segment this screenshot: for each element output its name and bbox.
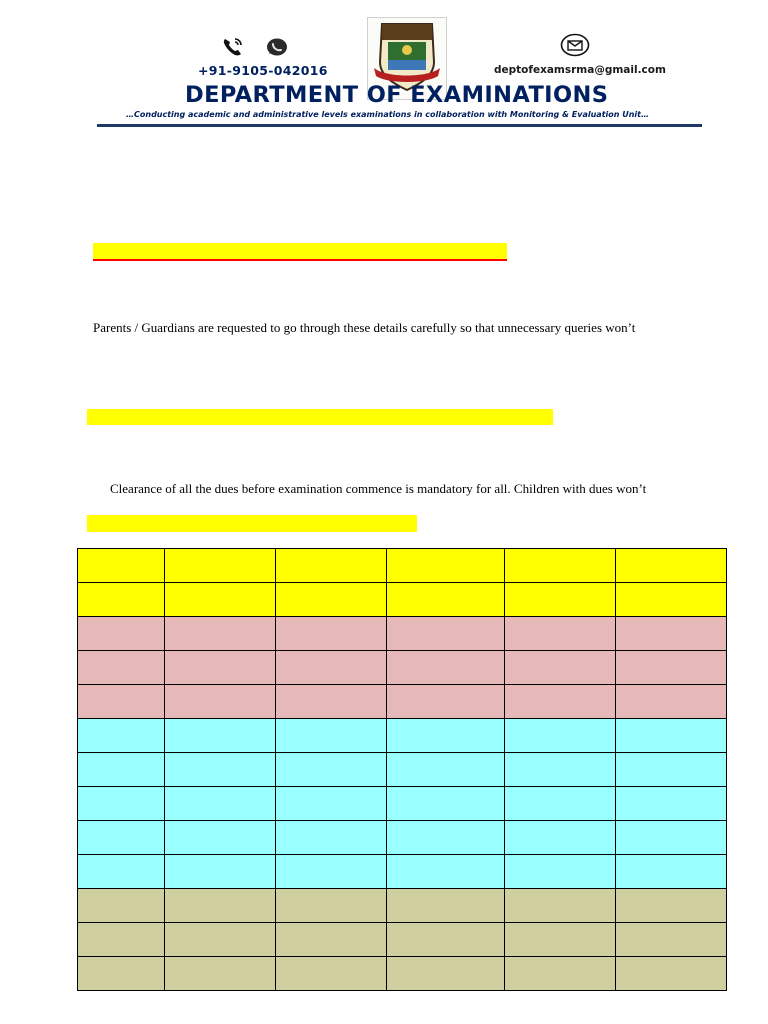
table-row	[78, 753, 727, 787]
contact-email[interactable]: deptofexamsrma@gmail.com	[494, 64, 666, 76]
table-row	[78, 889, 727, 923]
department-subtitle: …Conducting academic and administrative levels examinations in collaboration with Monitoring & Evaluation Unit…	[126, 110, 649, 119]
table-row	[78, 923, 727, 957]
highlight-bar-heading-2	[87, 409, 553, 425]
notice-paragraph-1: Parents / Guardians are requested to go through these details carefully so that unnecessary queries won’t	[93, 320, 636, 335]
table-row	[78, 583, 727, 617]
table-row	[78, 821, 727, 855]
header-divider	[97, 124, 702, 127]
table-row	[78, 719, 727, 753]
department-title: DEPARTMENT OF EXAMINATIONS	[185, 82, 609, 108]
highlight-bar-heading-1	[93, 243, 507, 261]
phone-icon	[222, 37, 244, 57]
notice-paragraph-2: Clearance of all the dues before examination commence is mandatory for all. Children with dues won’t	[110, 481, 647, 496]
table-row	[78, 685, 727, 719]
table-row	[78, 651, 727, 685]
table-row	[78, 855, 727, 889]
table-row	[78, 787, 727, 821]
mail-icon	[560, 33, 590, 57]
schedule-table	[77, 548, 727, 991]
table-row	[78, 617, 727, 651]
table-row	[78, 957, 727, 991]
whatsapp-icon	[265, 37, 289, 57]
table-body	[78, 549, 727, 991]
table-row	[78, 549, 727, 583]
highlight-bar-heading-3	[87, 515, 417, 532]
contact-phone: +91-9105-042016	[198, 63, 328, 78]
